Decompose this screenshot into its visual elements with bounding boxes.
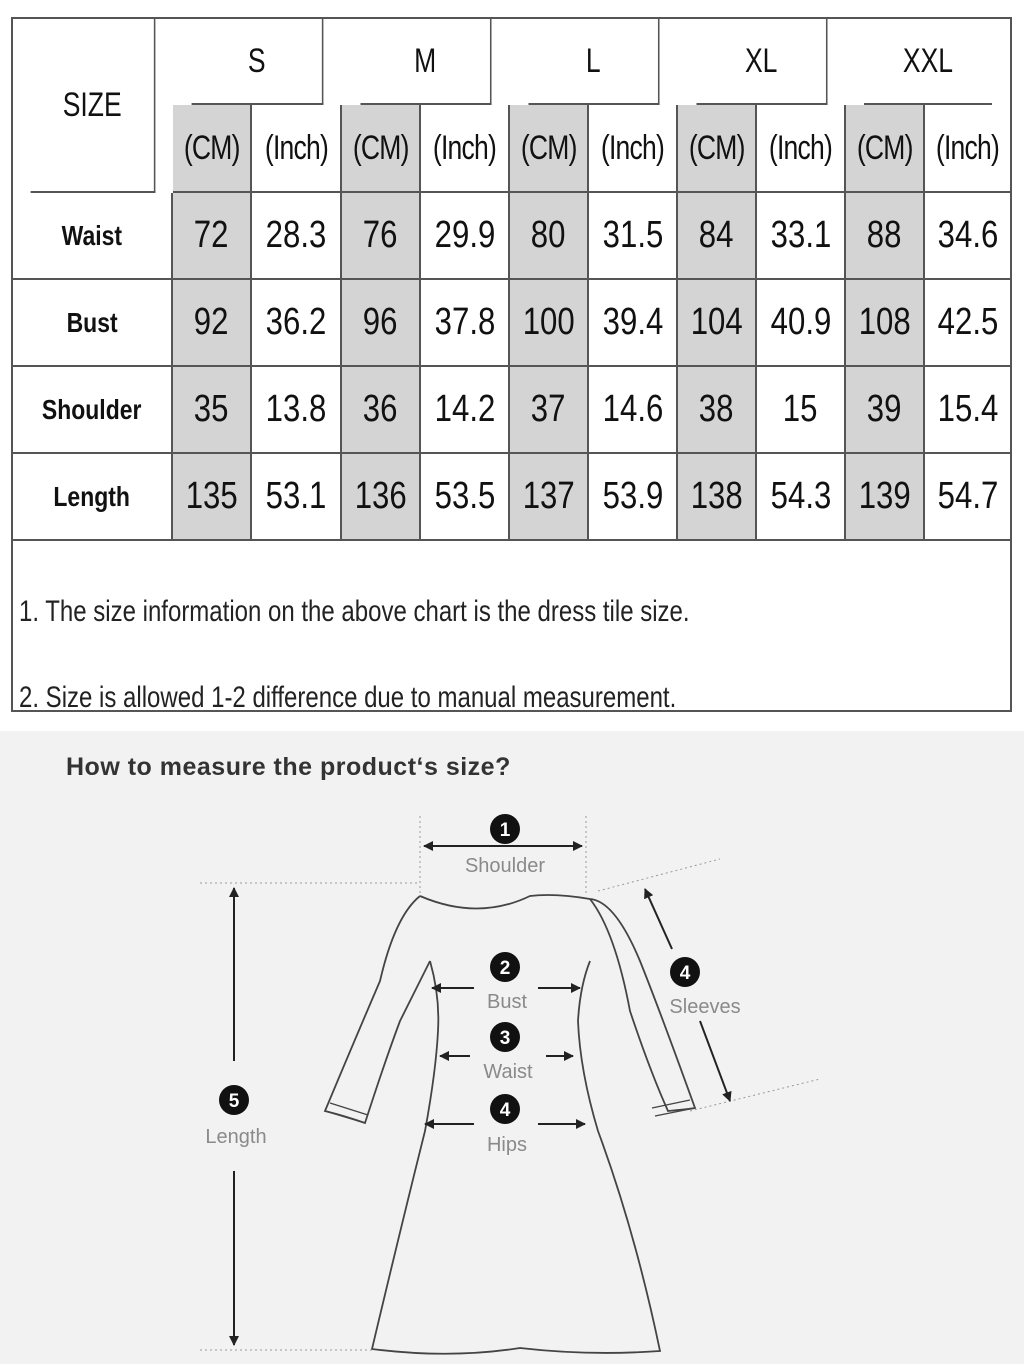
svg-text:1: 1 [499,820,511,841]
size-header-xl: XL [696,19,827,105]
table-cell: 135 [173,454,252,541]
table-cell: 36 [342,367,421,454]
sleeve-cuff-left [325,1103,368,1123]
unit-cm-header: (CM) [173,105,252,193]
measure-title: How to measure the product‘s size? [66,753,511,781]
table-cell: 33.1 [757,193,846,280]
unit-inch-header: (Inch) [757,105,846,193]
unit-inch-header: (Inch) [589,105,678,193]
table-cell: 100 [510,280,589,367]
table-cell: 31.5 [589,193,678,280]
badge-shoulder [490,814,520,844]
table-cell: 37.8 [421,280,510,367]
svg-text:3: 3 [499,1028,511,1049]
unit-cm-header: (CM) [510,105,589,193]
size-notes [13,543,1010,714]
unit-cm-header: (CM) [342,105,421,193]
badge-length [219,1085,249,1115]
table-cell: 35 [173,367,252,454]
size-header-s: S [192,19,324,105]
row-label-bust: Bust [13,280,173,367]
table-cell: 39.4 [589,280,678,367]
table-cell: 92 [173,280,252,367]
table-cell: 53.9 [589,454,678,541]
unit-inch-header: (Inch) [421,105,510,193]
table-cell: 14.6 [589,367,678,454]
table-cell: 76 [342,193,421,280]
badge-waist [490,1022,520,1052]
table-cell: 88 [846,193,925,280]
size-corner-label: SIZE [31,19,156,193]
table-cell: 139 [846,454,925,541]
badge-hips [490,1094,520,1124]
table-cell: 42.5 [925,280,1010,367]
table-cell: 28.3 [252,193,342,280]
label-bust: Bust [486,991,528,1013]
table-cell: 34.6 [925,193,1010,280]
measure-guide [0,731,1024,1364]
size-table [13,19,1010,541]
sleeves-arrow-bottom [700,1021,730,1101]
unit-cm-header: (CM) [678,105,757,193]
note-1: 1. The size information on the above chart is the dress tile size. [19,595,690,628]
badge-bust [490,952,520,982]
row-label-shoulder: Shoulder [13,367,173,454]
size-header-m: M [360,19,491,105]
table-cell: 38 [678,367,757,454]
label-hips: Hips [486,1134,528,1156]
svg-text:4: 4 [499,1100,511,1121]
size-chart [11,17,1012,712]
table-cell: 15.4 [925,367,1010,454]
row-label-waist: Waist [13,193,173,280]
table-cell: 14.2 [421,367,510,454]
table-cell: 72 [173,193,252,280]
table-cell: 53.5 [421,454,510,541]
unit-inch-header: (Inch) [925,105,1010,193]
table-cell: 40.9 [757,280,846,367]
badge-sleeves [670,957,700,987]
table-cell: 108 [846,280,925,367]
unit-inch-header: (Inch) [252,105,342,193]
table-cell: 54.7 [925,454,1010,541]
table-cell: 53.1 [252,454,342,541]
dress-diagram [0,731,1024,1364]
size-header-l: L [528,19,659,105]
unit-cm-header: (CM) [846,105,925,193]
table-cell: 96 [342,280,421,367]
table-cell: 138 [678,454,757,541]
label-shoulder: Shoulder [464,855,546,877]
svg-text:2: 2 [499,958,511,979]
table-cell: 104 [678,280,757,367]
row-label-length: Length [13,454,173,541]
size-header-xxl: XXL [864,19,992,105]
label-length: Length [205,1126,267,1148]
table-cell: 80 [510,193,589,280]
table-cell: 54.3 [757,454,846,541]
sleeve-cuff-right [652,1100,695,1116]
table-cell: 84 [678,193,757,280]
table-cell: 13.8 [252,367,342,454]
table-cell: 137 [510,454,589,541]
label-waist: Waist [483,1061,533,1083]
table-cell: 136 [342,454,421,541]
svg-text:4: 4 [679,963,691,984]
table-cell: 39 [846,367,925,454]
table-cell: 37 [510,367,589,454]
table-cell: 29.9 [421,193,510,280]
dress-body [372,961,660,1354]
table-cell: 15 [757,367,846,454]
note-2: 2. Size is allowed 1-2 difference due to manual measurement. [19,681,677,714]
svg-text:5: 5 [228,1091,240,1112]
sleeves-arrow-top [645,889,672,949]
table-cell: 36.2 [252,280,342,367]
label-sleeves: Sleeves [669,996,741,1018]
